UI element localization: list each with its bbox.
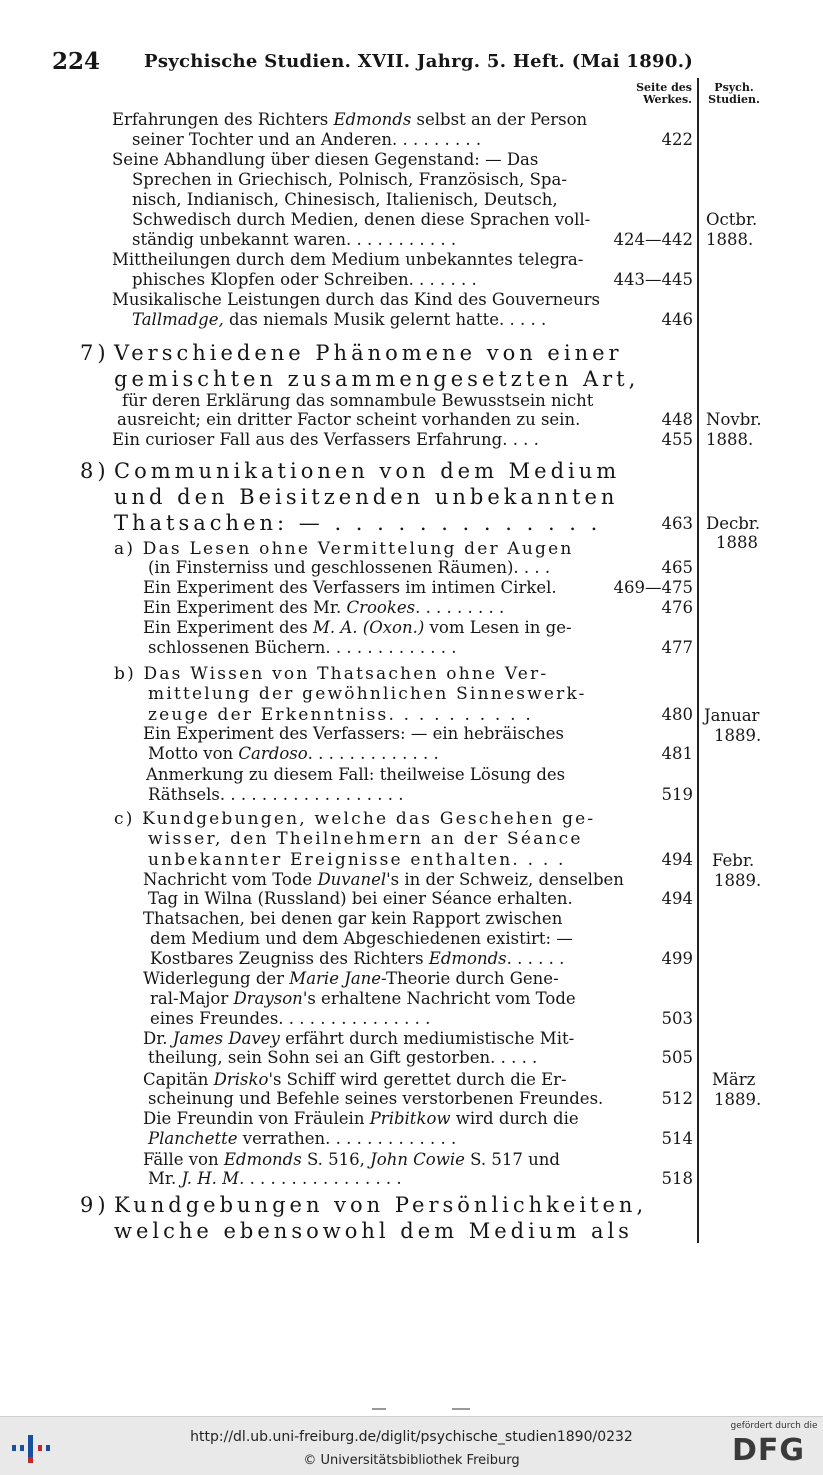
line-italic: M. A. (Oxon.) bbox=[313, 618, 425, 637]
line-text: Widerlegung der bbox=[143, 969, 290, 988]
line-rest: . . . . . . . . . . . . . bbox=[307, 744, 439, 763]
toc-line bbox=[148, 744, 439, 764]
line-italic: Edmonds bbox=[223, 1150, 302, 1169]
toc-line bbox=[143, 1109, 579, 1129]
side-date-year: 1888 bbox=[716, 533, 758, 552]
running-title: Psychische Studien. XVII. Jahrg. 5. Heft. (Mai 1890.) bbox=[144, 51, 694, 72]
column-header-werk-line1: Seite des bbox=[636, 81, 692, 94]
side-date-month: Januar bbox=[704, 706, 760, 725]
column-header-psych-line2: Studien. bbox=[708, 93, 760, 106]
section-heading: Verschiedene Phänomene von einer bbox=[114, 341, 623, 365]
toc-line: Thatsachen, bei denen gar kein Rapport zwischen bbox=[143, 909, 563, 928]
toc-line: eines Freundes. . . . . . . . . . . . . . . bbox=[150, 1009, 431, 1028]
column-header-psych bbox=[702, 82, 766, 106]
page-ref: 512 bbox=[661, 1089, 693, 1108]
toc-line: für deren Erklärung das somnambule Bewusstsein nicht bbox=[122, 391, 594, 410]
dfg-logo bbox=[730, 1421, 818, 1471]
toc-line bbox=[148, 1129, 456, 1149]
line-italic: Planchette bbox=[148, 1129, 238, 1148]
line-rest: selbst an der Person bbox=[411, 110, 588, 129]
line-text: Die Freundin von Fräulein bbox=[143, 1109, 370, 1128]
dfg-funded-label: gefördert durch die bbox=[730, 1421, 818, 1431]
line-text: Ein Experiment des bbox=[143, 618, 313, 637]
line-text: ral-Major bbox=[150, 989, 234, 1008]
column-divider bbox=[697, 78, 699, 1243]
side-date-year: 1888. bbox=[706, 430, 754, 449]
page-number: 224 bbox=[52, 48, 101, 75]
line-text: Dr. bbox=[143, 1029, 173, 1048]
page-ref: 514 bbox=[661, 1129, 693, 1148]
line-text: Mr. bbox=[148, 1169, 182, 1188]
toc-line: Seine Abhandlung über diesen Gegenstand: — Das bbox=[112, 150, 539, 169]
line-rest: vom Lesen in ge- bbox=[424, 618, 572, 637]
toc-line: Ein curioser Fall aus des Verfassers Erfahrung. . . . bbox=[112, 430, 539, 449]
toc-line: dem Medium und dem Abgeschiedenen existirt: — bbox=[150, 929, 573, 948]
toc-line bbox=[150, 989, 576, 1009]
line-text: Fälle von bbox=[143, 1150, 224, 1169]
toc-line: phisches Klopfen oder Schreiben. . . . . . . bbox=[132, 270, 477, 289]
line-italic: Drayson bbox=[233, 989, 303, 1008]
toc-line: Tag in Wilna (Russland) bei einer Séance erhalten. bbox=[148, 889, 573, 908]
page-ref: 469—475 bbox=[613, 578, 693, 597]
toc-line: Anmerkung zu diesem Fall: theilweise Lösung des bbox=[146, 765, 566, 784]
page-ref: 463 bbox=[661, 514, 693, 533]
side-date-year: 1889. bbox=[714, 871, 762, 890]
section-heading: Kundgebungen von Persönlichkeiten, bbox=[114, 1193, 648, 1217]
toc-line bbox=[143, 1150, 560, 1170]
page-ref: 503 bbox=[661, 1009, 693, 1028]
side-date-year: 1889. bbox=[714, 1090, 762, 1109]
toc-line bbox=[143, 1029, 574, 1049]
line-text: Ein Experiment des Mr. bbox=[143, 598, 347, 617]
line-italic: Crookes bbox=[346, 598, 416, 617]
toc-line: Ein Experiment des Verfassers im intimen Cirkel. bbox=[143, 578, 557, 597]
section-heading: gemischten zusammengesetzten Art, bbox=[114, 367, 640, 391]
line-rest: S. 516, bbox=[301, 1150, 371, 1169]
page-ref: 519 bbox=[661, 785, 693, 804]
line-text: Capitän bbox=[143, 1070, 214, 1089]
toc-line: nisch, Indianisch, Chinesisch, Italienisch, Deutsch, bbox=[132, 190, 558, 209]
page-ref: 494 bbox=[661, 889, 693, 908]
line-italic: J. H. M bbox=[181, 1169, 240, 1188]
subsection-heading: b) Das Wissen von Thatsachen ohne Ver- bbox=[114, 664, 549, 684]
dfg-logo-text: DFG bbox=[732, 1433, 806, 1468]
toc-line: Räthsels. . . . . . . . . . . . . . . . . . bbox=[148, 785, 404, 804]
toc-line: Musikalische Leistungen durch das Kind des Gouverneurs bbox=[112, 290, 601, 309]
line-rest: das niemals Musik gelernt hatte. . . . . bbox=[223, 310, 547, 329]
toc-line: (in Finsterniss und geschlossenen Räumen). . . . bbox=[148, 558, 551, 577]
line-rest: 's erhaltene Nachricht vom Tode bbox=[302, 989, 576, 1008]
line-italic: Cardoso bbox=[238, 744, 308, 763]
toc-line bbox=[112, 110, 587, 130]
toc-line bbox=[143, 598, 504, 618]
toc-line bbox=[143, 870, 624, 890]
toc-line bbox=[148, 1169, 402, 1189]
toc-line: ausreicht; ein dritter Factor scheint vorhanden zu sein. bbox=[117, 410, 581, 429]
side-date-month: Novbr. bbox=[706, 410, 762, 429]
side-date-year: 1888. bbox=[706, 230, 754, 249]
toc-line bbox=[132, 310, 546, 330]
line-italic: Marie Jane bbox=[289, 969, 382, 988]
page-ref: 443—445 bbox=[613, 270, 693, 289]
section-number: 9) bbox=[80, 1193, 110, 1217]
side-date-month: Febr. bbox=[712, 851, 755, 870]
page-header bbox=[52, 48, 772, 76]
line-text: Erfahrungen des Richters bbox=[112, 110, 334, 129]
page-ref: 446 bbox=[661, 310, 693, 329]
line-rest: 's in der Schweiz, denselben bbox=[386, 870, 624, 889]
subsection-heading: wisser, den Theilnehmern an der Séance bbox=[148, 829, 583, 849]
line-italic: Tallmadge, bbox=[132, 310, 224, 329]
toc-line: Schwedisch durch Medien, denen diese Sprachen voll- bbox=[132, 210, 591, 229]
side-date-month: Octbr. bbox=[706, 210, 758, 229]
line-italic: Drisko bbox=[213, 1070, 269, 1089]
toc-line bbox=[143, 969, 559, 989]
toc-line bbox=[150, 949, 564, 969]
line-rest: wird durch die bbox=[450, 1109, 579, 1128]
toc-line: scheinung und Befehle seines verstorbenen Freundes. bbox=[148, 1089, 604, 1108]
side-date-month: Decbr. bbox=[706, 514, 761, 533]
page-ref: 476 bbox=[661, 598, 693, 617]
column-header-werk-line2: Werkes. bbox=[643, 93, 692, 106]
line-rest: . . . . . . bbox=[506, 949, 565, 968]
line-text: Nachricht vom Tode bbox=[143, 870, 318, 889]
line-rest: 's Schiff wird gerettet durch die Er- bbox=[268, 1070, 567, 1089]
section-number: 7) bbox=[80, 341, 110, 365]
toc-line: theilung, sein Sohn sei an Gift gestorben. . . . . bbox=[148, 1048, 538, 1067]
line-rest: . . . . . . . . . bbox=[415, 598, 505, 617]
section-heading: Thatsachen: — . . . . . . . . . . . . . bbox=[114, 511, 602, 535]
page-ref: 480 bbox=[661, 705, 693, 724]
line-rest: S. 517 und bbox=[464, 1150, 560, 1169]
page-ref: 465 bbox=[661, 558, 693, 577]
page-ref: 424—442 bbox=[613, 230, 693, 249]
permalink-url[interactable]: http://dl.ub.uni-freiburg.de/diglit/psychische_studien1890/0232 bbox=[190, 1429, 633, 1445]
column-header-werk bbox=[628, 82, 692, 106]
page-ref: 481 bbox=[661, 744, 693, 763]
viewer-footer bbox=[0, 1416, 823, 1475]
toc-line: Ein Experiment des Verfassers: — ein hebräisches bbox=[143, 724, 565, 743]
toc-line: seiner Tochter und an Anderen. . . . . . . . . bbox=[132, 130, 482, 149]
section-heading: und den Beisitzenden unbekannten bbox=[114, 485, 619, 509]
column-header-psych-line1: Psych. bbox=[714, 81, 754, 94]
line-italic: John Cowie bbox=[370, 1150, 465, 1169]
scan-mark bbox=[372, 1408, 386, 1410]
line-text: Kostbares Zeugniss des Richters bbox=[150, 949, 429, 968]
page-ref: 448 bbox=[661, 410, 693, 429]
page-ref: 494 bbox=[661, 850, 693, 869]
line-rest: erfährt durch mediumistische Mit- bbox=[279, 1029, 575, 1048]
page-ref: 477 bbox=[661, 638, 693, 657]
subsection-heading: mittelung der gewöhnlichen Sinneswerk- bbox=[148, 684, 587, 704]
toc-line: ständig unbekannt waren. . . . . . . . . . . bbox=[132, 230, 457, 249]
line-text: Motto von bbox=[148, 744, 239, 763]
line-italic: Edmonds bbox=[428, 949, 507, 968]
line-italic: James Davey bbox=[172, 1029, 280, 1048]
page-ref: 455 bbox=[661, 430, 693, 449]
section-heading: Communikationen von dem Medium bbox=[114, 459, 621, 483]
page-ref: 518 bbox=[661, 1169, 693, 1188]
line-rest: . . . . . . . . . . . . . . . . bbox=[239, 1169, 402, 1188]
subsection-heading: unbekannter Ereignisse enthalten. . . . bbox=[148, 850, 566, 870]
line-italic: Pribitkow bbox=[369, 1109, 451, 1128]
side-date-month: März bbox=[712, 1070, 756, 1089]
line-italic: Duvanel bbox=[317, 870, 387, 889]
page-ref: 422 bbox=[661, 130, 693, 149]
page-ref: 499 bbox=[661, 949, 693, 968]
section-heading: welche ebensowohl dem Medium als bbox=[114, 1219, 633, 1243]
page-ref: 505 bbox=[661, 1048, 693, 1067]
scan-mark bbox=[452, 1408, 470, 1410]
toc-line bbox=[143, 1070, 567, 1090]
section-number: 8) bbox=[80, 459, 110, 483]
line-rest: -Theorie durch Gene- bbox=[381, 969, 559, 988]
toc-line bbox=[143, 618, 572, 638]
copyright-notice: © Universitätsbibliothek Freiburg bbox=[303, 1453, 520, 1468]
toc-line: schlossenen Büchern. . . . . . . . . . . . . bbox=[148, 638, 457, 657]
line-italic: Edmonds bbox=[333, 110, 412, 129]
subsection-heading: a) Das Lesen ohne Vermittelung der Augen bbox=[114, 539, 574, 559]
side-date-year: 1889. bbox=[714, 726, 762, 745]
subsection-heading: zeuge der Erkenntniss. . . . . . . . . . bbox=[148, 705, 533, 725]
subsection-heading: c) Kundgebungen, welche das Geschehen ge- bbox=[114, 809, 596, 829]
toc-line: Sprechen in Griechisch, Polnisch, Französisch, Spa- bbox=[132, 170, 567, 189]
line-rest: verrathen. . . . . . . . . . . . . bbox=[237, 1129, 457, 1148]
toc-line: Mittheilungen durch dem Medium unbekanntes telegra- bbox=[112, 250, 584, 269]
